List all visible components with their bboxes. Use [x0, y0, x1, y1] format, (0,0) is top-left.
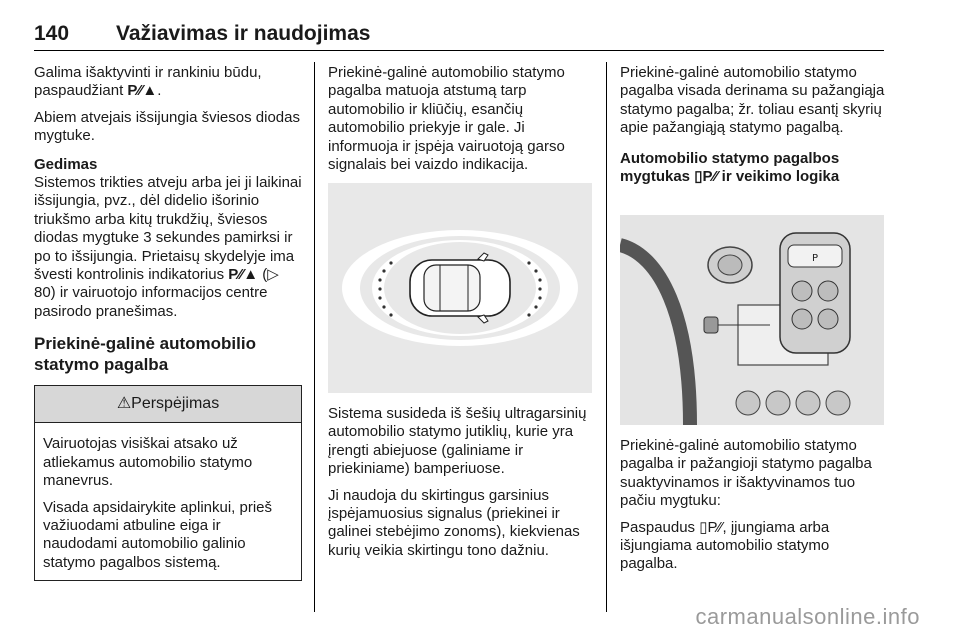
svg-text:P: P	[811, 253, 819, 264]
car-top-view-illustration	[328, 183, 592, 393]
column-3-lower	[620, 437, 888, 582]
car-sensor-diagram	[328, 183, 592, 393]
dashboard-button-illustration	[620, 215, 884, 425]
column-3	[620, 64, 888, 194]
paragraph-manual-deactivation: Galima išaktyvinti ir rankiniu būdu, paspaudžiant P⁄⁄▲.	[34, 64, 262, 100]
warning-title: ⚠Perspėjimas	[35, 386, 301, 423]
dashboard-illustration	[620, 215, 884, 425]
paragraph-same-button: Priekinė-galinė automobilio statymo pagalba ir pažangioji statymo pagalba suaktyvinamos ir išaktyvinamos tuo pačiu mygtuku:	[620, 437, 872, 510]
column-divider-1	[314, 62, 315, 612]
watermark: carmanualsonline.info	[695, 604, 920, 629]
paragraph-led-off: Abiem atvejais išsijungia šviesos diodas mygtuke.	[34, 108, 300, 145]
column-2	[328, 64, 596, 182]
paragraph-combined: Priekinė-galinė automobilio statymo pagalba visada derinama su pažangiąja statymo pagalba; žr. toliau esantį skyrių apie pažangiąją statymo pagalbą.	[620, 64, 885, 137]
parking-sensor-icon: P⁄⁄▲	[228, 266, 259, 284]
parking-button-icon: ▯P⁄⁄	[694, 168, 718, 186]
paragraph-press: Paspaudus ▯P⁄⁄, įjungiama arba išjungiama automobilio statymo pagalba.	[620, 518, 830, 573]
warning-body	[35, 423, 301, 580]
warning-paragraph-2: Visada apsidairykite aplinkui, prieš važiuodami atbuline eiga ir naudodami automobilio galinio statymo pagalbos sistemą.	[43, 498, 273, 571]
parking-sensor-icon: P⁄⁄▲	[127, 82, 158, 100]
fault-heading: Gedimas	[34, 155, 98, 173]
page-title: Važiavimas ir naudojimas	[116, 22, 371, 45]
warning-paragraph-1: Vairuotojas visiškai atsako už atliekamus automobilio statymo manevrus.	[43, 435, 253, 490]
page-number: 140	[34, 22, 70, 45]
paragraph-fault: Sistemos trikties atveju arba jei ji laikinai išsijungia, pvz., dėl didelio išorinio triukšmo arba kitų trukdžių, šviesos diodas mygtuke 3 sekundes pamirksi ir po to išsijungia. Prietaisų skydelyje ima švesti kontrolinis indikatorius P⁄⁄▲ (▷ 80) ir vairuotojo informacijos centre pasirodo pranešimas.	[34, 174, 302, 320]
column-1	[34, 64, 302, 581]
warning-box	[34, 385, 302, 581]
paragraph-sensors: Sistema susideda iš šešių ultragarsinių automobilio statymo jutiklių, kurie yra įrengti abiejuose (galiniame ir priekiniame) bamperiuose.	[328, 405, 587, 478]
parking-button-icon: ▯P⁄⁄	[699, 518, 723, 536]
column-2-lower	[328, 405, 596, 568]
button-logic-heading: Automobilio statymo pagalbos mygtukas ▯P⁄⁄ ir veikimo logika	[620, 149, 840, 186]
paragraph-signals: Ji naudoja du skirtingus garsinius įspėjamuosius signalus (priekinei ir galinei stebėjimo zonoms), kiekvienas kurių veikia skirtingu tono dažniu.	[328, 486, 580, 559]
column-divider-2	[606, 62, 607, 612]
paragraph-intro: Priekinė-galinė automobilio statymo pagalba matuoja atstumą tarp automobilio ir kliūčių, esančių automobilio priekyje ir gale. Ji informuoja ir įspėja vairuotoją garso signalais bei vaizdo indikacija.	[328, 64, 565, 174]
header-rule	[34, 50, 884, 51]
section-heading: Priekinė-galinė automobilio statymo pagalba	[34, 334, 256, 375]
